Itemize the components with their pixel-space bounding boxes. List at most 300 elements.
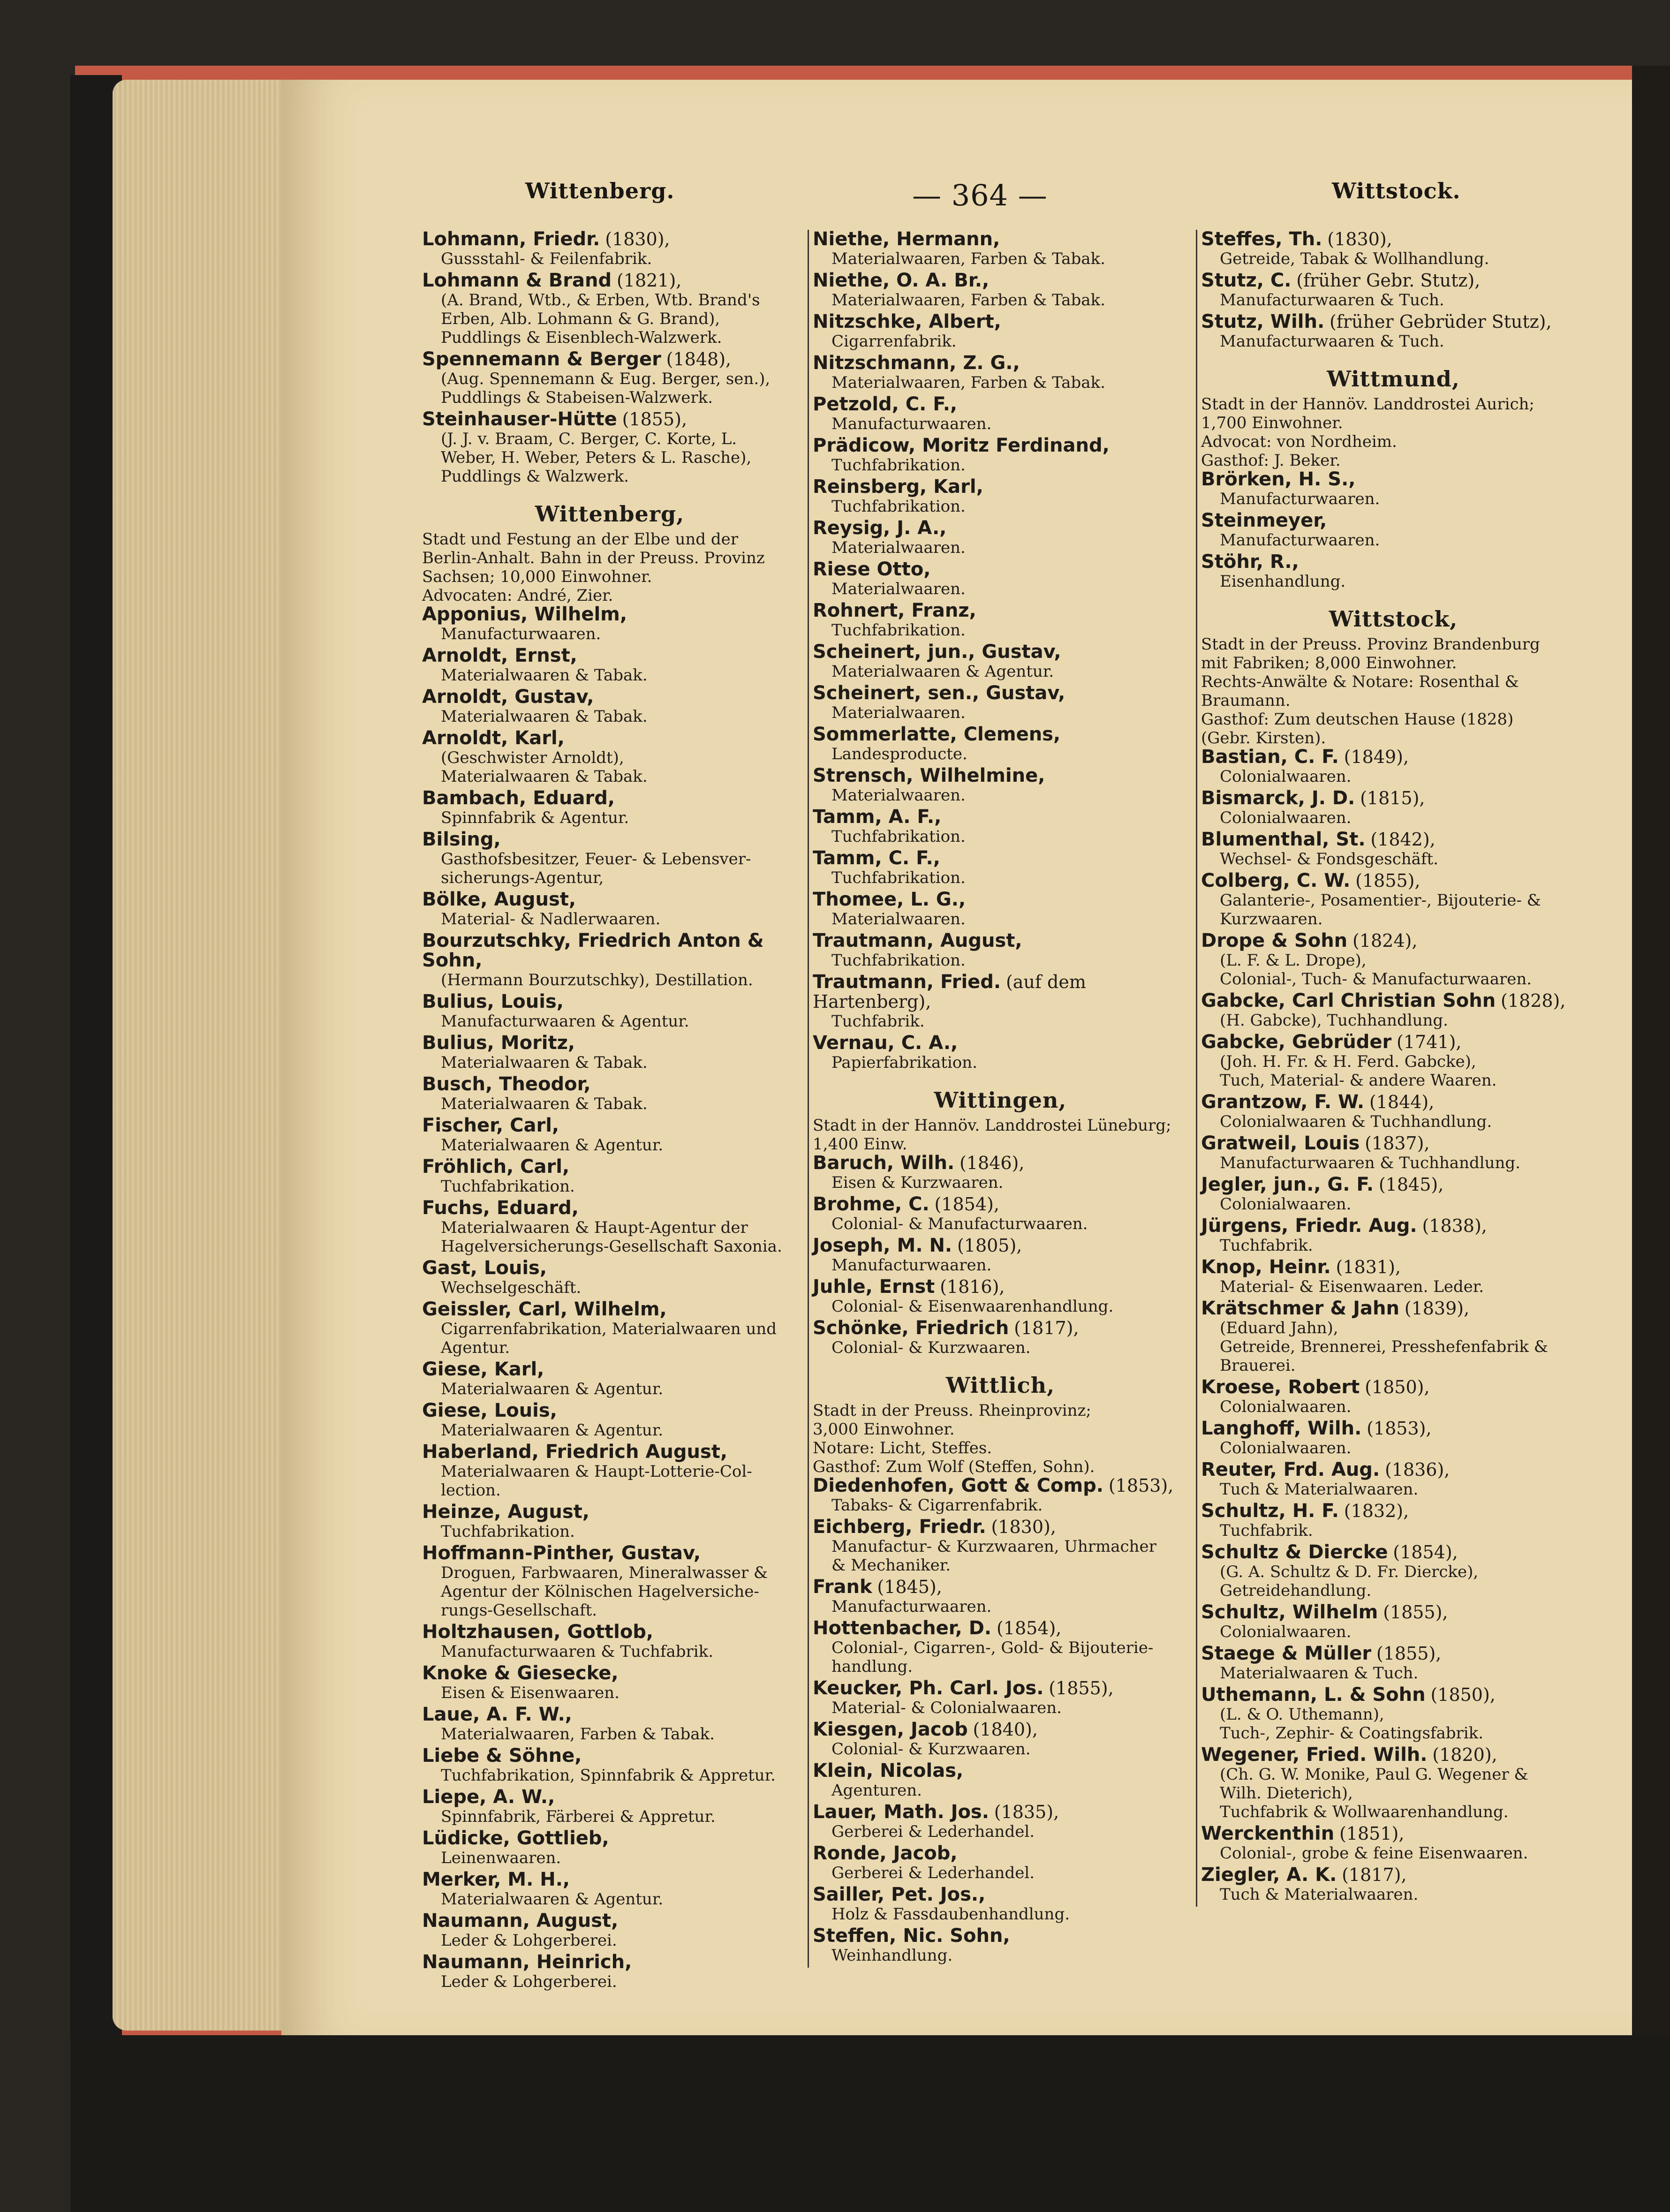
directory-entry [813, 1885, 1188, 1924]
entry-detail: Manufacturwaaren & Tuchhandlung. [1220, 1154, 1520, 1172]
firm-name: Werckenthin [1201, 1823, 1335, 1844]
directory-entry [1201, 312, 1586, 351]
founding-year: (1850), [1430, 1684, 1496, 1705]
directory-entry [1201, 1378, 1586, 1416]
directory-entry [422, 729, 797, 786]
entry-heading [1201, 312, 1586, 332]
entry-heading [1201, 1865, 1586, 1885]
firm-name: Naumann, August, [422, 1910, 619, 1932]
city-description [813, 1401, 1188, 1476]
directory-entry [813, 1926, 1188, 1965]
entry-heading [1201, 470, 1586, 490]
directory-entry [813, 1844, 1188, 1882]
entry-detail: Weber, H. Weber, Peters & L. Rasche), [441, 448, 752, 467]
directory-entry [813, 312, 1188, 351]
founding-year: (auf dem Hartenberg), [813, 972, 1086, 1012]
entry-detail: Materialwaaren & Agentur. [441, 1890, 664, 1909]
entry-detail: Galanterie-, Posamentier-, Bijouterie- & [1220, 891, 1541, 910]
entry-detail: Brauerei. [1220, 1356, 1296, 1375]
entry-heading [1201, 991, 1586, 1011]
firm-name: Giese, Karl, [422, 1359, 544, 1380]
entry-detail: Manufacturwaaren & Tuchfabrik. [441, 1642, 714, 1661]
entry-heading [422, 350, 797, 370]
firm-name: Bulius, Louis, [422, 991, 564, 1012]
directory-entry [813, 890, 1188, 929]
directory-entry [1201, 830, 1586, 868]
entry-heading [1201, 511, 1586, 531]
entry-heading [813, 1761, 1188, 1781]
entry-heading [813, 1319, 1188, 1338]
entry-heading [1201, 931, 1586, 951]
directory-entry [1201, 871, 1586, 929]
founding-year: (1830), [605, 229, 670, 249]
directory-entry [422, 1502, 797, 1541]
entry-detail: Agentur. [441, 1338, 510, 1357]
firm-name: Naumann, Heinrich, [422, 1951, 632, 1973]
entry-detail: Tuch & Materialwaaren. [1220, 1480, 1419, 1499]
firm-name: Scheinert, sen., Gustav, [813, 682, 1065, 704]
entry-detail: Manufacturwaaren. [1220, 490, 1380, 508]
entry-heading [1201, 1258, 1586, 1277]
founding-year: (1846), [960, 1153, 1025, 1173]
firm-name: Fröhlich, Carl, [422, 1156, 570, 1178]
description-line: Rechts-Anwälte & Notare: Rosenthal & [1201, 672, 1519, 691]
firm-name: Bölke, August, [422, 889, 576, 910]
column-3 [1196, 230, 1586, 1907]
entry-heading [813, 519, 1188, 538]
directory-entry [422, 410, 797, 486]
description-line: 3,000 Einwohner. [813, 1420, 955, 1439]
entry-heading [422, 1623, 797, 1642]
entry-detail: Manufacturwaaren & Tuch. [1220, 332, 1444, 351]
entry-detail: Tuchfabrikation. [441, 1177, 575, 1196]
entry-heading [422, 605, 797, 625]
entry-detail: Colonialwaaren. [1220, 767, 1352, 786]
directory-entry [422, 271, 797, 347]
entry-heading [813, 1034, 1188, 1053]
description-line: Gasthof: Zum deutschen Hause (1828) [1201, 710, 1514, 729]
firm-name: Blumenthal, St. [1201, 829, 1366, 850]
entry-heading [813, 601, 1188, 621]
firm-name: Staege & Müller [1201, 1643, 1372, 1664]
entry-detail: Materialwaaren. [831, 910, 966, 929]
firm-name: Diedenhofen, Gott & Comp. [813, 1475, 1103, 1496]
entry-detail: Materialwaaren. [831, 786, 966, 805]
directory-entry [422, 1199, 797, 1256]
entry-heading [813, 684, 1188, 703]
entry-heading [1201, 1824, 1586, 1844]
founding-year: (1835), [994, 1802, 1059, 1822]
directory-entry [813, 849, 1188, 887]
directory-entry [813, 519, 1188, 557]
entry-heading [1201, 747, 1586, 767]
directory-entry [813, 1195, 1188, 1233]
directory-entry [1201, 1134, 1586, 1172]
directory-entry [813, 1761, 1188, 1800]
entry-heading [1201, 1299, 1586, 1319]
directory-entry [1201, 1685, 1586, 1743]
directory-entry [422, 1829, 797, 1867]
firm-name: Vernau, C. A., [813, 1032, 958, 1054]
city-heading: Wittstock, [1329, 606, 1458, 632]
firm-name: Gast, Louis, [422, 1257, 547, 1279]
entry-heading [1201, 1134, 1586, 1154]
entry-heading [813, 766, 1188, 786]
firm-name: Jürgens, Friedr. Aug. [1201, 1215, 1417, 1237]
founding-year: (1830), [991, 1517, 1056, 1537]
directory-entry [1201, 552, 1586, 591]
entry-heading [1201, 1685, 1586, 1705]
entry-detail: Tuchfabrikation, Spinnfabrik & Appretur. [441, 1766, 776, 1785]
entry-detail: Colonialwaaren. [1220, 1397, 1352, 1416]
entry-detail: Colonialwaaren. [1220, 1195, 1352, 1214]
entry-heading [813, 560, 1188, 580]
entry-heading [1201, 271, 1586, 291]
firm-name: Knoke & Giesecke, [422, 1662, 619, 1684]
entry-heading [422, 1034, 797, 1053]
directory-entry [1201, 1745, 1586, 1821]
entry-heading [422, 1360, 797, 1380]
entry-heading [422, 1829, 797, 1849]
description-line: Berlin-Anhalt. Bahn in der Preuss. Provinz [422, 549, 765, 567]
entry-heading [813, 1844, 1188, 1864]
firm-name: Wegener, Fried. Wilh. [1201, 1744, 1428, 1766]
firm-name: Laue, A. F. W., [422, 1704, 572, 1725]
directory-entry [422, 1075, 797, 1113]
firm-name: Haberland, Friedrich August, [422, 1441, 728, 1463]
entry-heading [422, 1544, 797, 1563]
entry-heading [813, 808, 1188, 827]
entry-detail: Materialwaaren & Agentur. [441, 1136, 664, 1155]
directory-entry [422, 687, 797, 726]
entry-detail: Eisen & Kurzwaaren. [831, 1173, 1004, 1192]
directory-entry [1201, 1299, 1586, 1375]
entry-detail: handlung. [831, 1657, 913, 1676]
background-right [1632, 66, 1670, 2035]
directory-entry [813, 766, 1188, 805]
entry-heading [1201, 1216, 1586, 1236]
entry-heading [422, 1116, 797, 1136]
entry-detail: Tuchfabrik. [831, 1012, 925, 1031]
firm-name: Bismarck, J. D. [1201, 787, 1355, 809]
entry-detail: (H. Gabcke), Tuchhandlung. [1220, 1011, 1448, 1030]
firm-name: Fuchs, Eduard, [422, 1197, 579, 1219]
entry-detail: & Mechaniker. [831, 1556, 951, 1575]
entry-detail: Manufacturwaaren. [831, 415, 992, 433]
description-line: Advocat: von Nordheim. [1201, 432, 1397, 451]
entry-heading [422, 1911, 797, 1931]
firm-name: Thomee, L. G., [813, 889, 966, 910]
entry-detail: Gasthofsbesitzer, Feuer- & Lebensver- [441, 850, 751, 868]
founding-year: (1741), [1397, 1032, 1462, 1052]
entry-heading [422, 789, 797, 808]
directory-entry [813, 973, 1188, 1031]
entry-detail: Cigarrenfabrikation, Materialwaaren und [441, 1320, 777, 1338]
founding-year: (1828), [1501, 990, 1566, 1011]
entry-detail: Wechsel- & Fondsgeschäft. [1220, 850, 1438, 868]
entry-detail: Tuchfabrik. [1220, 1236, 1313, 1255]
entry-detail: Materialwaaren & Tabak. [441, 666, 648, 685]
directory-entry [422, 230, 797, 268]
firm-name: Bulius, Moritz, [422, 1032, 575, 1054]
founding-year: (1854), [996, 1618, 1062, 1638]
entry-detail: Holz & Fassdaubenhandlung. [831, 1905, 1070, 1924]
entry-heading [422, 890, 797, 910]
entry-detail: Materialwaaren, Farben & Tabak. [831, 291, 1105, 310]
entry-detail: Puddlings & Walzwerk. [441, 467, 629, 486]
entry-heading [422, 230, 797, 249]
entry-detail: Manufacturwaaren & Tuch. [1220, 291, 1444, 310]
firm-name: Niethe, O. A. Br., [813, 270, 990, 291]
entry-detail: (L. & O. Uthemann), [1220, 1705, 1384, 1724]
entry-detail: Materialwaaren & Tabak. [441, 767, 648, 786]
entry-detail: Manufacturwaaren. [831, 1597, 992, 1616]
directory-entry [1201, 747, 1586, 786]
firm-name: Spennemann & Berger [422, 348, 661, 370]
description-line: Stadt in der Preuss. Rheinprovinz; [813, 1401, 1091, 1420]
firm-name: Rohnert, Franz, [813, 600, 976, 621]
entry-detail: Manufacturwaaren & Agentur. [441, 1012, 689, 1031]
directory-entry [422, 646, 797, 685]
firm-name: Brohme, C. [813, 1193, 929, 1215]
entry-detail: Spinnfabrik, Färberei & Appretur. [441, 1807, 716, 1826]
entry-heading [422, 1199, 797, 1218]
firm-name: Uthemann, L. & Sohn [1201, 1684, 1426, 1706]
entry-heading [422, 830, 797, 850]
firm-name: Arnoldt, Gustav, [422, 686, 594, 708]
entry-detail: Gussstahl- & Feilenfabrik. [441, 249, 652, 268]
entry-detail: Tuchfabrikation. [831, 827, 966, 846]
directory-entry [422, 1442, 797, 1500]
directory-entry [813, 642, 1188, 681]
entry-heading [1201, 552, 1586, 572]
directory-entry [422, 1034, 797, 1072]
firm-name: Giese, Louis, [422, 1400, 557, 1421]
entry-heading [1201, 1175, 1586, 1195]
entry-detail: Colonial- & Eisenwaarenhandlung. [831, 1297, 1114, 1316]
entry-detail: Materialwaaren & Agentur. [831, 662, 1054, 681]
entry-detail: Materialwaaren & Tuch. [1220, 1664, 1419, 1683]
entry-detail: lection. [441, 1481, 501, 1500]
directory-entry [422, 931, 797, 989]
entry-heading [422, 1870, 797, 1890]
entry-heading [813, 477, 1188, 497]
directory-entry [1201, 271, 1586, 310]
firm-name: Reuter, Frd. Aug. [1201, 1459, 1380, 1480]
entry-detail: Gerberei & Lederhandel. [831, 1822, 1035, 1841]
firm-name: Juhle, Ernst [813, 1276, 935, 1298]
directory-entry [1201, 230, 1586, 268]
founding-year: (1849), [1344, 747, 1409, 767]
directory-entry [1201, 1419, 1586, 1457]
entry-heading [1201, 1378, 1586, 1397]
entry-heading [813, 1720, 1188, 1740]
firm-name: Geissler, Carl, Wilhelm, [422, 1299, 667, 1320]
directory-entry [422, 890, 797, 929]
entry-heading [813, 1578, 1188, 1597]
entry-heading [813, 642, 1188, 662]
directory-entry [813, 1578, 1188, 1616]
entry-detail: Getreidehandlung. [1220, 1581, 1372, 1600]
directory-entry [813, 1517, 1188, 1575]
firm-name: Sommerlatte, Clemens, [813, 724, 1061, 745]
description-line: (Gebr. Kirsten). [1201, 729, 1326, 747]
city-heading: Wittmund, [1327, 366, 1460, 392]
description-line: mit Fabriken; 8,000 Einwohner. [1201, 654, 1457, 672]
entry-heading [422, 729, 797, 748]
entry-heading [1201, 1419, 1586, 1439]
entry-detail: Tuchfabrikation. [441, 1522, 575, 1541]
entry-heading [1201, 1460, 1586, 1480]
directory-entry [422, 1259, 797, 1297]
directory-entry [422, 992, 797, 1031]
firm-name: Bastian, C. F. [1201, 746, 1339, 768]
firm-name: Scheinert, jun., Gustav, [813, 641, 1061, 663]
entry-detail: Cigarrenfabrik. [831, 332, 957, 351]
description-line: Stadt und Festung an der Elbe und der [422, 530, 738, 549]
entry-detail: Tuchfabrikation. [831, 868, 966, 887]
description-line: 1,700 Einwohner. [1201, 414, 1343, 432]
entry-detail: Tabaks- & Cigarrenfabrik. [831, 1496, 1043, 1515]
directory-entry [813, 1803, 1188, 1841]
firm-name: Holtzhausen, Gottlob, [422, 1621, 654, 1643]
entry-heading [422, 1442, 797, 1462]
entry-detail: Materialwaaren, Farben & Tabak. [831, 373, 1105, 392]
founding-year: (1848), [666, 349, 732, 370]
firm-name: Busch, Theodor, [422, 1073, 591, 1095]
directory-entry [1201, 931, 1586, 989]
directory-entry [813, 477, 1188, 516]
directory-entry [422, 1300, 797, 1357]
entry-detail: Colonial- & Kurzwaaren. [831, 1338, 1031, 1357]
entry-heading [422, 1502, 797, 1522]
entry-detail: Tuch-, Zephir- & Coatingsfabrik. [1220, 1724, 1484, 1743]
founding-year: (1850), [1365, 1377, 1430, 1397]
firm-name: Bourzutschky, Friedrich Anton & Sohn, [422, 930, 764, 971]
directory-entry [813, 1277, 1188, 1316]
firm-name: Ronde, Jacob, [813, 1842, 958, 1864]
firm-name: Lohmann, Friedr. [422, 228, 600, 250]
firm-name: Trautmann, August, [813, 930, 1022, 951]
entry-heading [1201, 789, 1586, 808]
directory-entry [1201, 1175, 1586, 1214]
founding-year: (1855), [1383, 1602, 1448, 1623]
entry-heading [813, 1236, 1188, 1256]
entry-detail: Colonialwaaren. [1220, 808, 1352, 827]
entry-detail: Colonial-, Tuch- & Manufacturwaaren. [1220, 970, 1532, 989]
entry-heading [813, 725, 1188, 745]
entry-heading [813, 1679, 1188, 1699]
directory-entry [422, 1788, 797, 1826]
entry-detail: Material- & Nadlerwaaren. [441, 910, 661, 929]
entry-detail: rungs-Gesellschaft. [441, 1601, 597, 1620]
firm-name: Eichberg, Friedr. [813, 1516, 986, 1538]
founding-year: (1837), [1365, 1133, 1430, 1154]
entry-detail: Material- & Eisenwaaren. Leder. [1220, 1277, 1484, 1296]
firm-name: Grantzow, F. W. [1201, 1091, 1365, 1113]
directory-entry [813, 436, 1188, 475]
entry-heading [813, 931, 1188, 951]
directory-entry [813, 395, 1188, 433]
directory-entry [422, 350, 797, 407]
directory-entry [813, 601, 1188, 640]
entry-heading [1201, 1603, 1586, 1623]
firm-name: Langhoff, Wilh. [1201, 1418, 1362, 1439]
founding-year: (1839), [1404, 1298, 1470, 1319]
directory-entry [422, 1870, 797, 1909]
firm-name: Gabcke, Gebrüder [1201, 1031, 1392, 1053]
description-line: Stadt in der Preuss. Provinz Brandenburg [1201, 635, 1540, 654]
founding-year: (1816), [940, 1276, 1005, 1297]
description-line: 1,400 Einw. [813, 1135, 907, 1154]
directory-entry [422, 830, 797, 887]
description-line: Sachsen; 10,000 Einwohner. [422, 567, 652, 586]
directory-entry [1201, 470, 1586, 508]
directory-entry [1201, 511, 1586, 550]
founding-year: (1854), [934, 1194, 999, 1215]
entry-detail: Leder & Lohgerberei. [441, 1931, 617, 1950]
founding-year: (1817), [1014, 1318, 1079, 1338]
entry-detail: Materialwaaren & Tabak. [441, 1095, 648, 1113]
directory-entry [422, 1911, 797, 1950]
background-bottom [70, 2035, 1670, 2212]
founding-year: (1838), [1422, 1215, 1487, 1236]
firm-name: Keucker, Ph. Carl. Jos. [813, 1677, 1044, 1699]
entry-heading [813, 1154, 1188, 1173]
firm-name: Stutz, C. [1201, 270, 1292, 291]
firm-name: Krätschmer & Jahn [1201, 1298, 1399, 1319]
firm-name: Liepe, A. W., [422, 1786, 555, 1808]
entry-detail: Colonial-, grobe & feine Eisenwaaren. [1220, 1844, 1528, 1863]
entry-heading [422, 271, 797, 291]
entry-heading [813, 849, 1188, 868]
firm-name: Arnoldt, Ernst, [422, 645, 577, 666]
firm-name: Bambach, Eduard, [422, 787, 615, 809]
directory-entry [422, 1157, 797, 1196]
directory-entry [813, 1619, 1188, 1676]
founding-year: (1855), [1355, 870, 1421, 891]
entry-heading [1201, 871, 1586, 891]
founding-year: (1817), [1342, 1865, 1407, 1885]
founding-year: (1832), [1344, 1501, 1409, 1521]
entry-detail: Droguen, Farbwaaren, Mineralwasser & [441, 1563, 768, 1582]
description-line: Stadt in der Hannöv. Landdrostei Lüneburg; [813, 1116, 1171, 1135]
entry-heading [1201, 830, 1586, 850]
directory-entry [422, 1116, 797, 1155]
firm-name: Arnoldt, Karl, [422, 727, 565, 749]
entry-detail: (Ch. G. W. Monike, Paul G. Wegener & [1220, 1765, 1528, 1784]
directory-entry [813, 1034, 1188, 1072]
description-line: Stadt in der Hannöv. Landdrostei Aurich; [1201, 395, 1534, 414]
founding-year: (1855), [1376, 1643, 1442, 1664]
firm-name: Brörken, H. S., [1201, 468, 1356, 490]
firm-name: Steffen, Nic. Sohn, [813, 1925, 1010, 1947]
directory-entry [813, 1476, 1188, 1515]
founding-year: (1853), [1367, 1418, 1432, 1439]
entry-heading [1201, 230, 1586, 249]
entry-heading [1201, 1093, 1586, 1112]
entry-detail: Materialwaaren & Tabak. [441, 707, 648, 726]
firm-name: Kroese, Robert [1201, 1376, 1360, 1398]
description-line: Advocaten: André, Zier. [422, 586, 613, 605]
entry-detail: Colonial- & Kurzwaaren. [831, 1740, 1031, 1759]
founding-year: (1851), [1339, 1823, 1405, 1844]
directory-entry [813, 1720, 1188, 1759]
founding-year: (früher Gebr. Stutz), [1296, 270, 1481, 291]
firm-name: Trautmann, Fried. [813, 971, 1001, 993]
directory-entry [422, 1705, 797, 1744]
entry-heading [813, 436, 1188, 456]
